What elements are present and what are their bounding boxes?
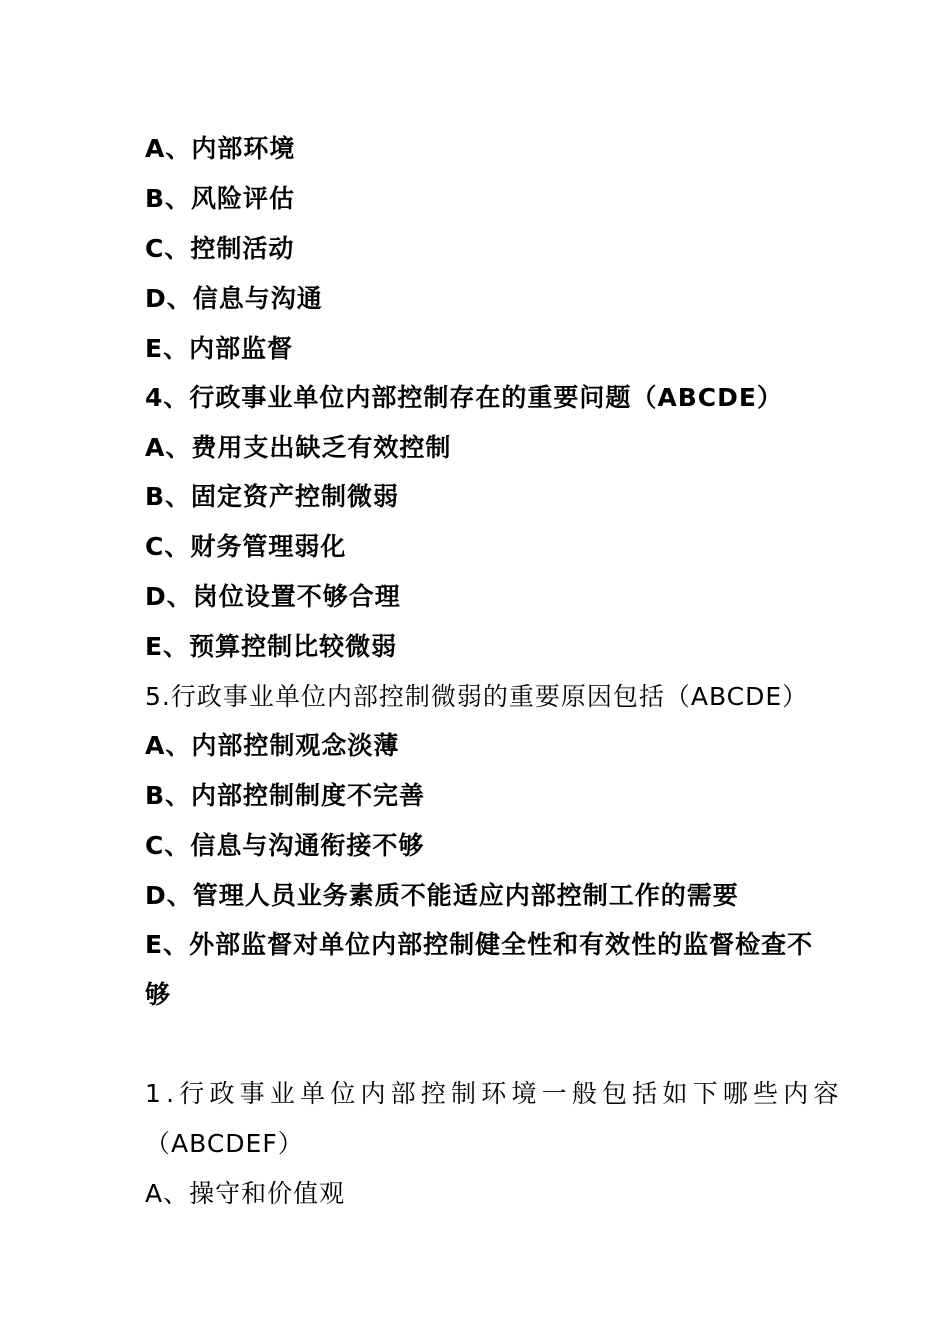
q4-option-a: A、费用支出缺乏有效控制 [145, 433, 452, 462]
q5-option-c: C、信息与沟通衔接不够 [145, 831, 425, 860]
question-5: 5.行政事业单位内部控制微弱的重要原因包括（ABCDE） [145, 682, 809, 711]
q5-option-d: D、管理人员业务素质不能适应内部控制工作的需要 [145, 881, 739, 910]
option-d-information-communication: D、信息与沟通 [145, 284, 323, 313]
q5-option-e: E、外部监督对单位内部控制健全性和有效性的监督检查不 [145, 930, 814, 959]
option-b-risk-assessment: B、风险评估 [145, 184, 296, 213]
question-1: 1.行政事业单位内部控制环境一般包括如下哪些内容 [145, 1079, 844, 1108]
option-a-internal-environment: A、内部环境 [145, 134, 296, 163]
question-1-answer: （ABCDEF） [145, 1129, 304, 1158]
question-4: 4、行政事业单位内部控制存在的重要问题（ABCDE） [145, 383, 783, 412]
q5-option-a: A、内部控制观念淡薄 [145, 731, 400, 760]
q5-option-e-continued: 够 [145, 980, 172, 1009]
option-e-internal-supervision: E、内部监督 [145, 334, 294, 363]
q1-option-a: A、操守和价值观 [145, 1179, 346, 1208]
q4-option-c: C、财务管理弱化 [145, 532, 347, 561]
q5-option-b: B、内部控制制度不完善 [145, 781, 426, 810]
q4-option-e: E、预算控制比较微弱 [145, 632, 398, 661]
q4-option-b: B、固定资产控制微弱 [145, 482, 400, 511]
q4-option-d: D、岗位设置不够合理 [145, 582, 401, 611]
option-c-control-activities: C、控制活动 [145, 234, 295, 263]
